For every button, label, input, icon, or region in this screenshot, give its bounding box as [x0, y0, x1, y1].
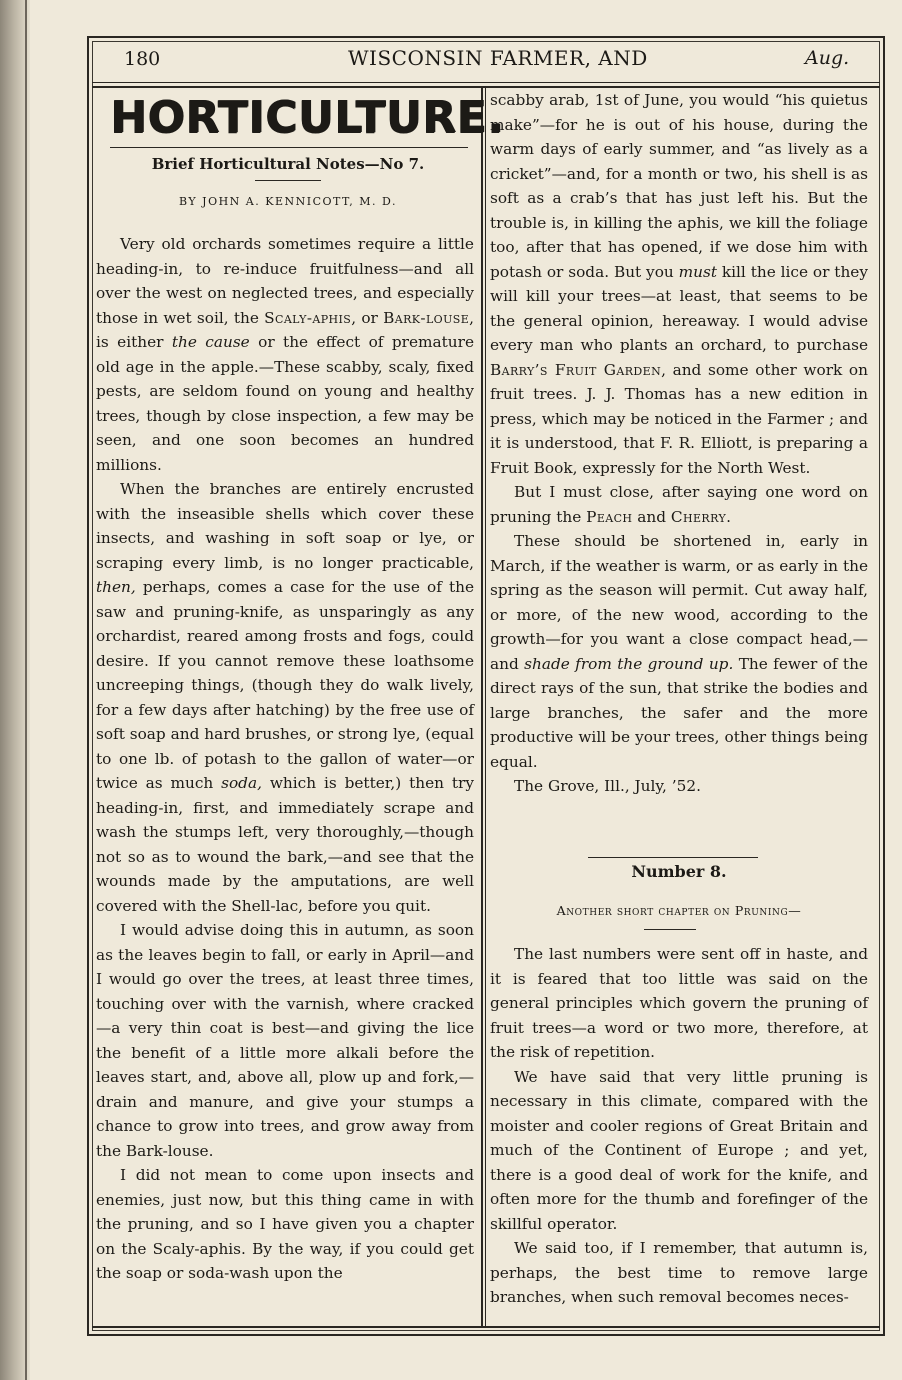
article-title: Brief Horticultural Notes—No 7.	[151, 155, 425, 173]
column-divider-inner	[485, 86, 486, 1326]
paragraph: When the branches are entirely encrusted with the inseasible shells which cover these insects, and washing in soft soap or lye, or scraping every limb, is no longer practicable, then, perhaps, comes a case for the use of the saw and pruning-knife, as unsparingly as any orchardist, reared among frosts and fogs, could desire. If you cannot remove these loathsome uncreeping things, (though they do walk lively, for a few days after hatching) by the free use of soft soap and hard brushes, or strong lye, (equal to one lb. of potash to the gallon of water—or twice as much soda, which is better,) then try heading-in, first, and immediately scrape and wash the stumps left, very thoroughly,—though not so as to wound the bark,—and see that the wounds made by the amputations, are well covered with the Shell-lac, before you quit.	[96, 480, 474, 915]
running-date: Aug.	[805, 47, 850, 69]
paragraph: I did not mean to come upon insects and enemies, just now, but this thing came in with the pruning, and so I have given you a chapter on the Scaly-aphis. By the way, if you could get the soap or soda-wash upon the	[96, 1166, 474, 1282]
title-rule	[255, 180, 321, 181]
paragraph: Very old orchards sometimes require a little heading-in, to re-induce fruitfulness—and all over the west on neglected trees, and especially those in wet soil, the Scaly-aphis, or Bark-louse, is either the cause or the effect of premature old age in the apple.—These scabby, scaly, fixed pests, are seldom found on young and healthy trees, though by close inspection, a few may be seen, and one soon becomes an hundred millions.	[96, 235, 474, 474]
article-separator	[588, 857, 758, 858]
subtitle-rule	[644, 929, 696, 930]
paragraph: But I must close, after saying one word on pruning the Peach and Cherry.	[490, 483, 868, 526]
byline: BY JOHN A. KENNICOTT, M. D.	[179, 195, 397, 208]
article2-title: Number 8.	[631, 862, 727, 881]
running-title: WISCONSIN FARMER, AND	[348, 46, 648, 70]
paragraph: We said too, if I remember, that autumn is, perhaps, the best time to remove large branches, when such removal becomes neces-	[490, 1239, 868, 1306]
paragraph: These should be shortened in, early in March, if the weather is warm, or as early in the spring as the season will permit. Cut away half, or more, of the new wood, according to the growth—for you want a close compact head,—and shade from the ground up. The fewer of the direct rays of the sun, that strike the bodies and large branches, the safer and the more productive will be your trees, other things being equal.	[490, 532, 868, 771]
section-rule	[110, 147, 468, 148]
article2-subtitle: Another short chapter on Pruning—	[556, 903, 802, 918]
paragraph: We have said that very little pruning is necessary in this climate, compared with the moister and cooler regions of Great Britain and much of the Continent of Europe ; and yet, there is a good deal of work for the knife, and often more for the thumb and forefinger of the skillful operator.	[490, 1067, 868, 1233]
spine-edge	[25, 0, 27, 1380]
paragraph: scabby arab, 1st of June, you would “his quietus make”—for he is out of his house, during the warm days of early summer, and “as lively as a cricket”—and, for a month or two, his shell is as soft as a crab’s that has just left his. But the trouble is, in killing the aphis, we kill the foliage too, after that has opened, if we dose him with potash or soda. But you must kill the lice or they will kill your trees—at least, that seems to be the general opinion, hereaway. I would advise every man who plants an orchard, to purchase Barry’s Fruit Garden, and some other work on fruit trees. J. J. Thomas has a new edition in press, which may be noticed in the Farmer ; and it is understood, that F. R. Elliott, is preparing a Fruit Book, expressly for the North West.	[490, 91, 868, 477]
left-column-text	[96, 232, 474, 1286]
page-number: 180	[124, 48, 161, 70]
paragraph: I would advise doing this in autumn, as soon as the leaves begin to fall, or early in April—and I would go over the trees, at least three times, touching over with the varnish, where cracked—a very thin coat is best—and giving the lice the benefit of a little more alkali before the leaves start, and, above all, plow up and fork,—drain and manure, and give your stumps a chance to grow into trees, and grow away from the Bark-louse.	[96, 921, 474, 1160]
column-divider	[481, 86, 483, 1326]
right-column-text	[490, 88, 868, 799]
article2-text	[490, 942, 868, 1310]
signoff: The Grove, Ill., July, ’52.	[514, 777, 701, 795]
paragraph: The last numbers were sent off in haste, and it is feared that too little was said on the general principles which govern the pruning of fruit trees—a word or two more, therefore, at the risk of repetition.	[490, 945, 868, 1061]
header-rule	[92, 82, 880, 83]
section-title: HORTICULTURE.	[110, 92, 505, 143]
footer-rule	[92, 1326, 880, 1328]
